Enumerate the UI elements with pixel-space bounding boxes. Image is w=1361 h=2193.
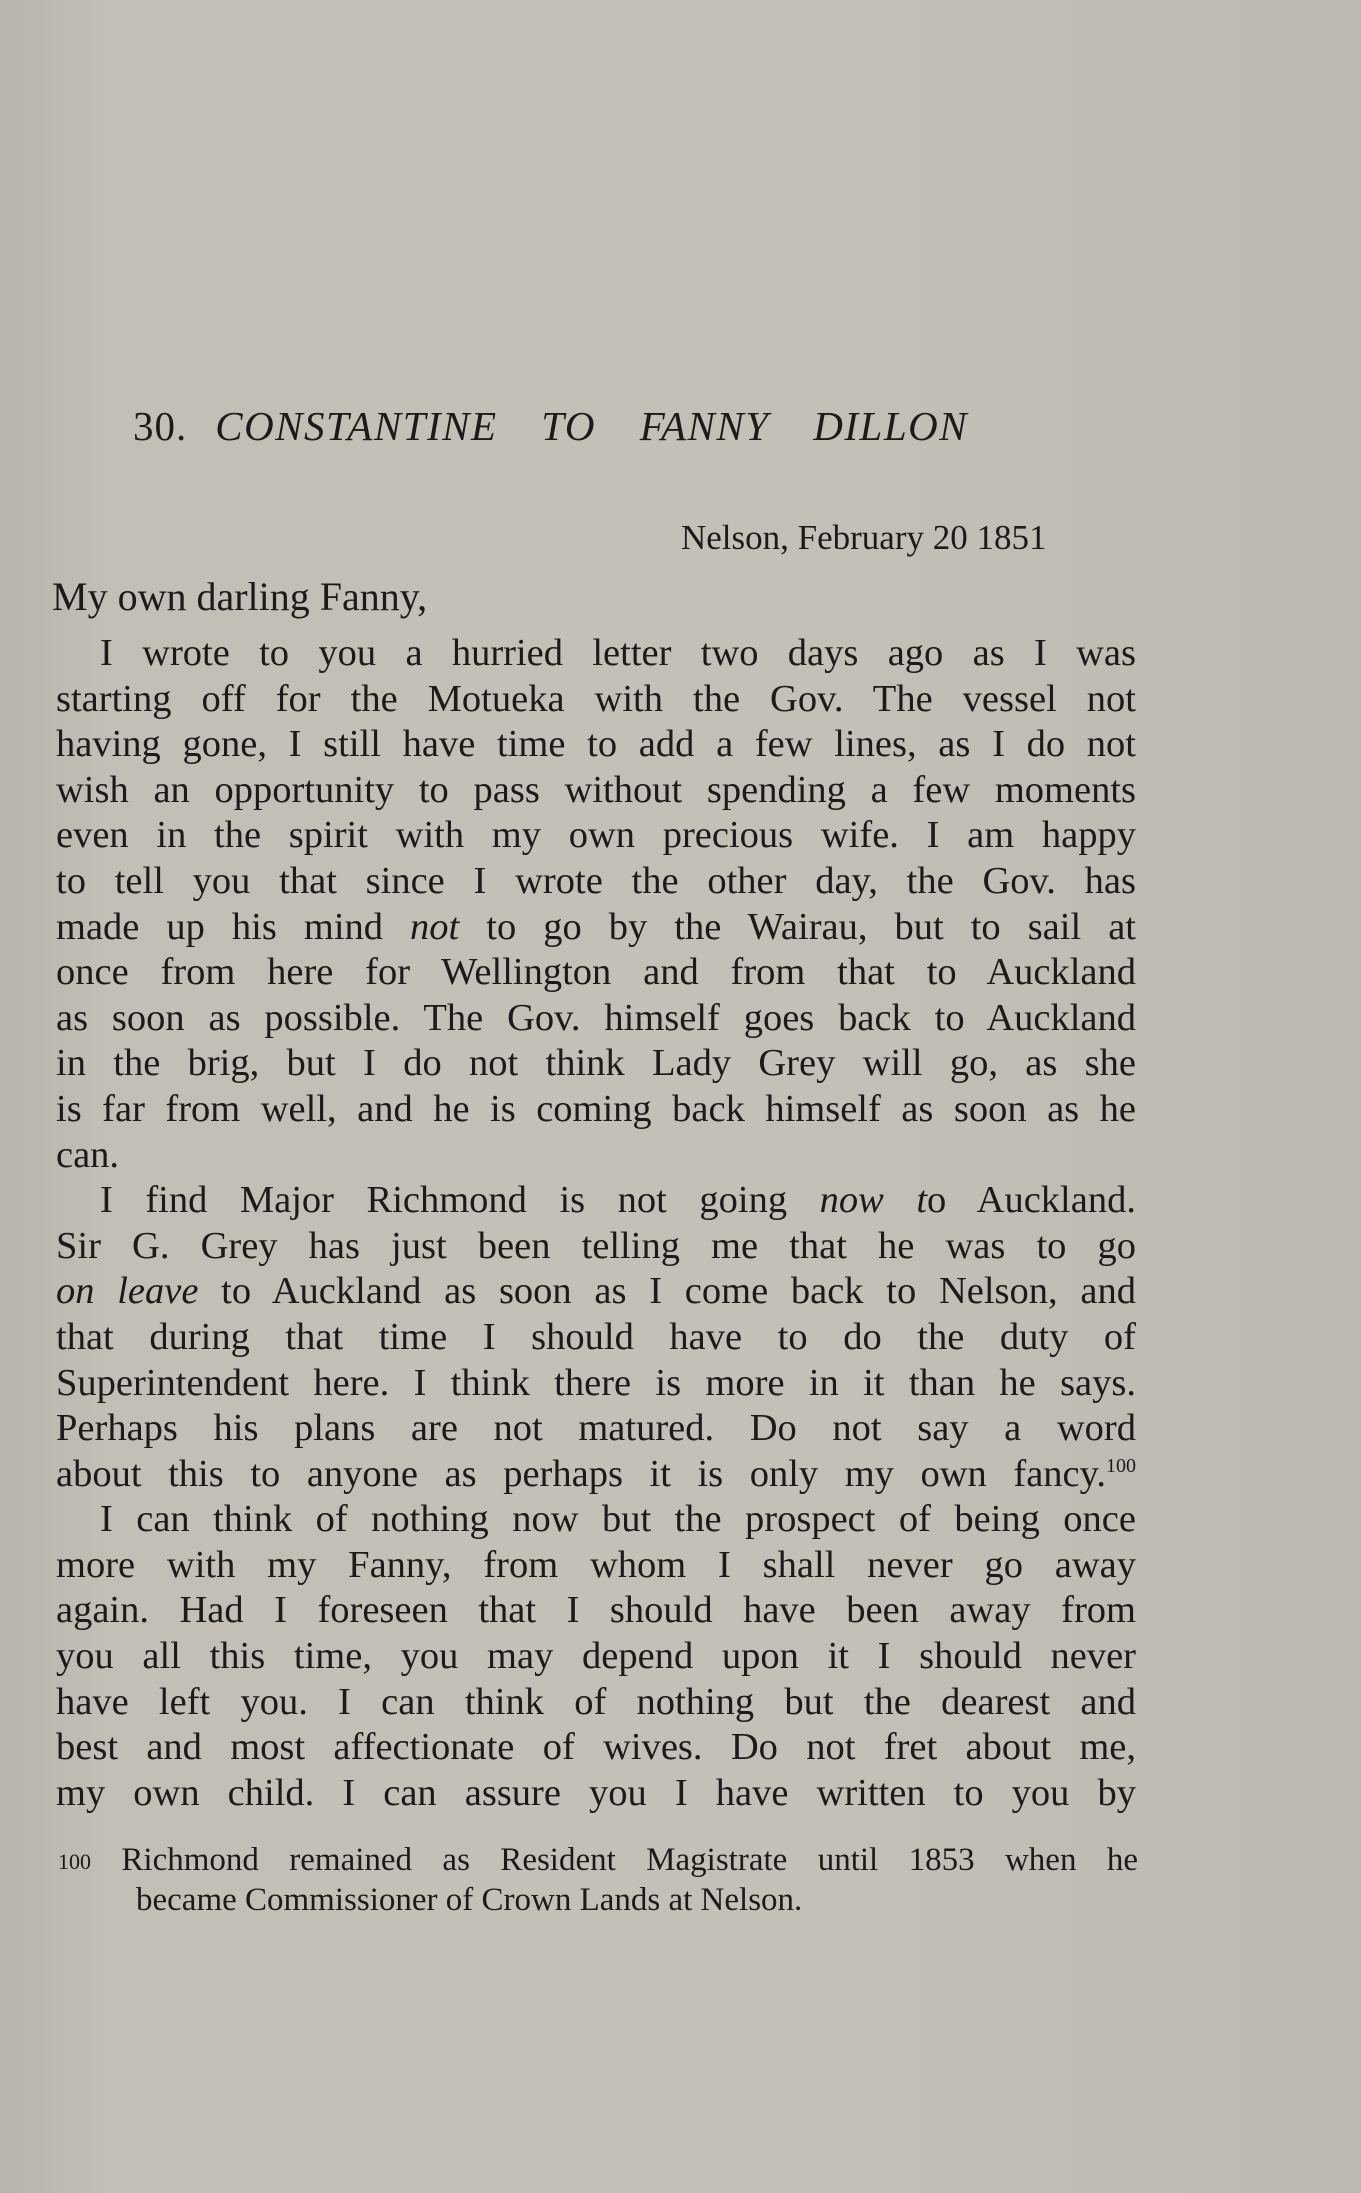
text-line: as soon as possible. The Gov. himself goes back to Auckland — [56, 996, 1136, 1039]
text-line: in the brig, but I do not think Lady Grey will go, as she — [56, 1042, 1136, 1085]
text-line: I wrote to you a hurried letter two days ago as I was — [100, 632, 1136, 674]
text-line — [56, 1269, 1136, 1315]
emphasis-now: now t — [819, 1179, 928, 1222]
paragraph-2 — [56, 1178, 1136, 1497]
letter-body — [56, 631, 1136, 1816]
text-fragment: to go by the Wairau, but to sail at — [459, 905, 1136, 948]
footnote — [58, 1840, 1138, 1920]
text-line: Perhaps his plans are not matured. Do not say a word — [56, 1407, 1136, 1450]
text-line: that during that time I should have to do the duty of — [56, 1315, 1136, 1358]
text-fragment: to Auckland as soon as I come back to Nelson, and — [198, 1270, 1136, 1313]
text-line: starting off for the Motueka with the Gov. The vessel not — [56, 677, 1136, 720]
text-fragment: about this to anyone as perhaps it is only my own fancy. — [56, 1452, 1106, 1495]
text-fragment: o Auckland. — [927, 1179, 1136, 1222]
letter-heading — [133, 402, 1133, 450]
text-line — [56, 905, 1136, 951]
paragraph-1 — [56, 631, 1136, 1178]
letter-number: 30. — [133, 403, 188, 449]
dateline: Nelson, February 20 1851 — [681, 518, 1047, 557]
text-line: best and most affectionate of wives. Do not fret about me, — [56, 1726, 1136, 1769]
text-fragment: made up his mind — [56, 905, 411, 948]
text-line: wish an opportunity to pass without spending a few moments — [56, 768, 1136, 811]
text-line: again. Had I foreseen that I should have been away from — [56, 1589, 1136, 1632]
text-fragment: I find Major Richmond is not going — [100, 1179, 820, 1222]
footnote-line — [58, 1840, 1138, 1880]
footnote-text: Richmond remained as Resident Magistrate until 1853 when he — [121, 1842, 1138, 1878]
text-line: Sir G. Grey has just been telling me that he was to go — [56, 1224, 1136, 1267]
text-line: my own child. I can assure you I have written to you by — [56, 1771, 1136, 1814]
text-line: is far from well, and he is coming back himself as soon as he — [56, 1087, 1136, 1130]
footnote-number: 100 — [58, 1849, 91, 1874]
salutation: My own darling Fanny, — [52, 574, 428, 619]
text-line: have left you. I can think of nothing but the dearest and — [56, 1680, 1136, 1723]
text-line: you all this time, you may depend upon it I should never — [56, 1635, 1136, 1678]
text-line: even in the spirit with my own precious wife. I am happy — [56, 814, 1136, 857]
footnote-reference: 100 — [1106, 1454, 1136, 1477]
text-line — [56, 1452, 1136, 1498]
text-line: once from here for Wellington and from that to Auckland — [56, 951, 1136, 994]
text-line: Superintendent here. I think there is more in it than he says. — [56, 1361, 1136, 1404]
text-line: more with my Fanny, from whom I shall never go away — [56, 1543, 1136, 1586]
footnote-line: became Commissioner of Crown Lands at Nelson. — [136, 1882, 803, 1918]
text-line: having gone, I still have time to add a few lines, as I do not — [56, 723, 1136, 766]
emphasis-on-leave: on leave — [56, 1270, 199, 1313]
text-line: can. — [56, 1133, 120, 1176]
letter-title: CONSTANTINE TO FANNY DILLON — [215, 403, 969, 449]
text-line — [56, 1178, 1136, 1224]
text-line: to tell you that since I wrote the other day, the Gov. has — [56, 859, 1136, 902]
text-line: I can think of nothing now but the prospect of being once — [100, 1498, 1136, 1541]
paragraph-3 — [56, 1497, 1136, 1816]
emphasis-not: not — [410, 905, 460, 948]
